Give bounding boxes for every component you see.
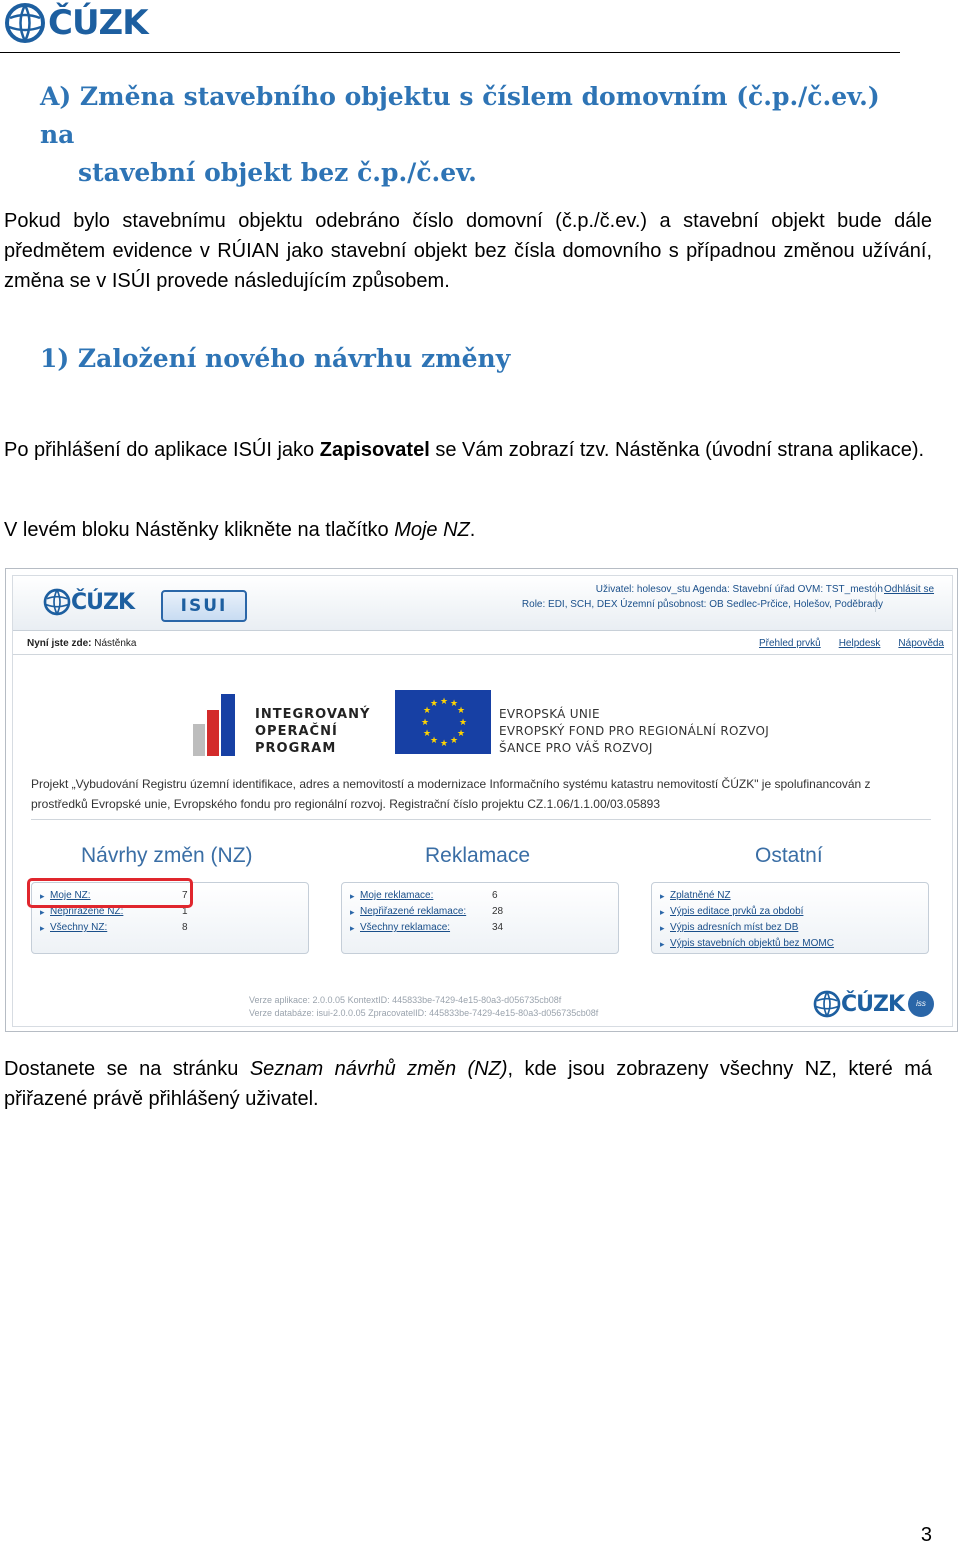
title-navrhy-zmen: Návrhy změn (NZ) (81, 844, 253, 867)
cuzk-logo (4, 2, 148, 44)
item-vypis-stavebnich-objektu[interactable] (662, 936, 928, 952)
version-info (249, 994, 598, 1020)
isui-logo: ISUI (161, 590, 247, 622)
version-line2: Verze databáze: isui-2.0.0.05 ZpracovatelID: 445833be-7429-4e15-80a3-d056735cb08f (249, 1008, 599, 1018)
project-line1: Projekt „Vybudování Registru územní identifikace, adres a nemovitostí a modernizace Informačního systému katastru nemovitostí ČÚZK" je spolufinancován z (31, 777, 871, 791)
item-count: 6 (492, 890, 498, 901)
iop-line3: PROGRAM (255, 741, 337, 756)
item-zplatnene-nz[interactable] (662, 888, 928, 904)
box-ostatni (651, 882, 929, 954)
login-text-after: se Vám zobrazí tzv. Nástěnka (úvodní strana aplikace). (429, 439, 925, 461)
instruction-text-after: . (469, 519, 476, 541)
user-info-line2: Role: EDI, SCH, DEX Územní působnost: OB Sedlec-Prčice, Holešov, Poděbrady (521, 599, 883, 610)
item-count: 34 (492, 922, 504, 933)
item-vypis-editace[interactable] (662, 904, 928, 920)
eu-funding-banner (193, 686, 773, 758)
svg-text:★: ★ (421, 718, 430, 728)
footer-cuzk-logo (813, 990, 934, 1018)
item-label: Všechny NZ: (50, 922, 108, 933)
version-line1: Verze aplikace: 2.0.0.05 KontextID: 445833be-7429-4e15-80a3-d056735cb08f (249, 995, 562, 1005)
section-heading-a-line1: A) Změna stavebního objektu s číslem domovním (č.p./č.ev.) na (40, 82, 880, 149)
instruction-text-before: V levém bloku Nástěnky klikněte na tlačítko (4, 519, 395, 541)
step-heading-1: 1) Založení nového návrhu změny (40, 344, 511, 373)
login-paragraph (4, 435, 932, 465)
item-label: Nepřiřazené reklamace: (360, 906, 467, 917)
item-vypis-adresnich-mist[interactable] (662, 920, 928, 936)
intro-paragraph: Pokud bylo stavebnímu objektu odebráno číslo domovní (č.p./č.ev.) a stavební objekt bude dále předmětem evidence v RÚIAN jako stavební objekt bez čísla domovního s případnou změnou užívání, změna se v ISÚI provede následujícím způsobem. (4, 210, 932, 292)
item-label: Výpis adresních míst bez DB (670, 922, 799, 933)
item-label: Všechny reklamace: (360, 922, 451, 933)
item-vsechny-reklamace[interactable] (352, 920, 618, 936)
result-paragraph (4, 1054, 932, 1114)
globe-icon (4, 2, 46, 44)
item-label: Výpis editace prvků za období (670, 906, 804, 917)
project-line2: prostředků Evropské unie, Evropského fondu pro regionální rozvoj. Registrační číslo projektu CZ.1.06/1.1.00/03.05893 (31, 797, 661, 811)
screenshot-frame (12, 575, 953, 1027)
section-heading-a-line2: stavební objekt bez č.p./č.ev. (78, 158, 477, 187)
globe-icon (813, 990, 841, 1018)
title-reklamace: Reklamace (425, 844, 531, 867)
section-heading-a (40, 78, 900, 192)
result-text-before: Dostanete se na stránku (4, 1058, 250, 1080)
item-count: 1 (182, 906, 188, 917)
iop-text (255, 706, 370, 757)
result-text-after: , kde jsou zobrazeny všechny NZ, které má přiřazené právě přihlášený uživatel. (4, 1058, 933, 1110)
user-info-line1: Uživatel: holesov_stu Agenda: Stavební úřad OVM: TST_mestoh (595, 584, 883, 595)
iop-line1: INTEGROVANÝ (255, 707, 371, 722)
footer-cuzk-logo-text: ČÚZK (841, 991, 905, 1017)
app-topbar (13, 576, 952, 631)
svg-text:★: ★ (457, 729, 466, 739)
eu-line1: EVROPSKÁ UNIE (499, 707, 600, 721)
app-cuzk-logo-text: ČÚZK (71, 589, 135, 615)
item-vsechny-nz[interactable] (42, 920, 308, 936)
svg-text:★: ★ (423, 706, 432, 716)
link-helpdesk[interactable]: Helpdesk (838, 638, 881, 649)
breadcrumb-bar (13, 634, 952, 655)
svg-text:★: ★ (440, 739, 449, 749)
breadcrumb-label: Nyní jste zde: (27, 638, 92, 649)
item-moje-reklamace[interactable] (352, 888, 618, 904)
item-count: 28 (492, 906, 504, 917)
moje-nz-reference: Moje NZ (394, 519, 470, 541)
svg-text:★: ★ (459, 718, 468, 728)
instruction-paragraph (4, 515, 932, 545)
role-zapisovatel: Zapisovatel (319, 439, 430, 461)
moje-nz-highlight (27, 878, 193, 908)
login-text-before: Po přihlášení do aplikace ISÚI jako (4, 439, 320, 461)
logout-link[interactable]: Odhlásit se (875, 582, 954, 612)
eu-flag-icon (395, 690, 491, 754)
document-header (0, 0, 900, 53)
breadcrumb (27, 634, 137, 654)
item-neprirazene-reklamace[interactable] (352, 904, 618, 920)
eu-line3: ŠANCE PRO VÁŠ ROZVOJ (499, 741, 653, 755)
iop-line2: OPERAČNÍ (255, 724, 338, 739)
svg-text:★: ★ (450, 736, 459, 746)
isui-dashboard-screenshot (5, 568, 958, 1032)
item-label: Moje reklamace: (360, 890, 434, 901)
page-number: 3 (920, 1524, 932, 1546)
cuzk-logo-text: ČÚZK (48, 3, 148, 43)
divider (31, 819, 931, 820)
seznam-nz-reference: Seznam návrhů změn (NZ) (249, 1058, 508, 1080)
svg-text:★: ★ (440, 697, 449, 707)
svg-text:★: ★ (423, 729, 432, 739)
item-label: Výpis stavebních objektů bez MOMC (670, 938, 834, 949)
eu-line2: EVROPSKÝ FOND PRO REGIONÁLNÍ ROZVOJ (499, 724, 770, 738)
item-count: 7 (182, 890, 188, 901)
link-prehled-prvku[interactable]: Přehled prvků (759, 638, 821, 649)
breadcrumb-value: Nástěnka (94, 638, 137, 649)
svg-text:★: ★ (450, 699, 459, 709)
box-reklamace (341, 882, 619, 954)
globe-icon (43, 588, 71, 616)
svg-text:★: ★ (430, 699, 439, 709)
project-info (31, 774, 931, 814)
iss-badge: iss (908, 991, 934, 1017)
iop-bars-icon (193, 694, 249, 756)
eu-text (499, 706, 769, 757)
svg-text:★: ★ (430, 736, 439, 746)
app-cuzk-logo (43, 588, 134, 616)
item-label: Nepřiřazené NZ: (50, 906, 124, 917)
title-ostatni: Ostatní (755, 844, 823, 867)
svg-text:★: ★ (457, 706, 466, 716)
item-count: 8 (182, 922, 188, 933)
item-label: Zplatněné NZ (670, 890, 731, 901)
user-info (483, 582, 883, 612)
top-links (759, 634, 944, 654)
item-label: Moje NZ: (50, 890, 91, 901)
link-napoveda[interactable]: Nápověda (898, 638, 944, 649)
